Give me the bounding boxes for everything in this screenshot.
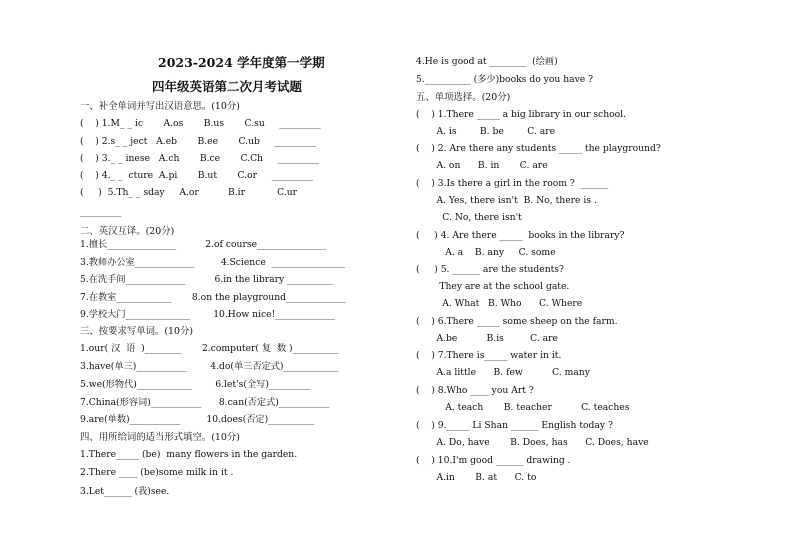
q1-5-answer: _________ [80,206,122,217]
q5-8-options: A. teach B. teacher C. teaches [416,402,630,413]
q4-2: 2.There ____ (be)some milk in it . [80,467,234,478]
q5-3: ( ) 3.Is there a girl in the room ? ______ [416,178,609,189]
q5-6-options: A.be B.is C. are [416,333,558,344]
section-5-heading: 五、单项选择。(20分) [416,92,511,103]
q1-1: ( ) 1.M_ _ ic A.os B.us C.su _________ [80,118,321,129]
q1-3: ( ) 3._ _ inese A.ch B.ce C.Ch _________ [80,153,320,164]
section-4-heading: 四、用所给词的适当形式填空。(10分) [80,432,240,443]
q5-8: ( ) 8.Who ____ you Art ? [416,385,534,396]
q4-4: 4.He is good at ________ (绘画) [416,56,558,67]
q5-1-options: A. is B. be C. are [416,126,556,137]
page-title-year: 2023-2024 学年度第一学期 [158,55,325,70]
q1-4: ( ) 4._ _ cture A.pi B.ut C.or _________ [80,170,313,181]
q5-3-options-a: A. Yes, there isn't B. No, there is . [416,195,597,206]
q5-10: ( ) 10.I'm good ______ drawing . [416,455,571,466]
q5-4: ( ) 4. Are there _____ books in the library? [416,230,625,241]
q5-3-options-b: C. No, there isn't [416,212,522,223]
q2-1: 1.擅长_______________ 2.of course_______________ [80,239,326,250]
q2-3: 5.在洗手间_____________ 6.in the library __________ [80,274,334,285]
q3-4: 7.China(形容词)___________ 8.can(否定式)___________ [80,397,330,408]
q5-10-options: A.in B. at C. to [416,472,537,483]
q1-2: ( ) 2.s_ _ ject A.eb B.ee C.ub _________ [80,136,316,147]
page-title-exam: 四年级英语第二次月考试题 [152,79,303,94]
q5-5: ( ) 5. ______ are the students? [416,264,564,275]
q4-1: 1.There_____ (be) many flowers in the garden. [80,449,298,460]
q5-2-options: A. on B. in C. are [416,160,548,171]
q5-7: ( ) 7.There is_____ water in it. [416,350,562,361]
section-2-heading: 二、英汉互译。(20分) [80,226,175,237]
q5-2: ( ) 2. Are there any students _____ the playground? [416,143,661,154]
q5-9-options: A. Do, have B. Does, has C. Does, have [416,437,649,448]
section-3-heading: 三、按要求写单词。(10分) [80,326,193,337]
q2-4: 7.在教室____________ 8.on the playground_____________ [80,292,346,303]
q5-5-context: They are at the school gate. [416,281,570,292]
q3-3: 5.we(形物代)____________ 6.let's(全写)_________ [80,379,311,390]
q3-1: 1.our( 汉 语 )________ 2.computer( 复 数 )__________ [80,343,339,354]
q5-6: ( ) 6.There _____ some sheep on the farm. [416,316,618,327]
q3-2: 3.have(单三)___________ 4.do(单三否定式)____________ [80,361,339,372]
q5-7-options: A.a little B. few C. many [416,367,590,378]
q5-4-options: A. a B. any C. some [416,247,556,258]
q5-5-options: A. What B. Who C. Where [416,298,583,309]
q5-1: ( ) 1.There _____ a big library in our school. [416,109,627,120]
q4-3: 3.Let______ (我)see. [80,486,170,497]
q2-5: 9.学校大门______________ 10.How nice!_____________ [80,309,335,320]
q1-5: ( ) 5.Th_ _ sday A.or B.ir C.ur [80,187,298,198]
section-1-heading: 一、补全单词并写出汉语意思。(10分) [80,101,240,112]
q3-5: 9.are(单数)___________ 10.does(否定)__________ [80,414,315,425]
q4-5: 5.__________ (多少)books do you have ? [416,74,594,85]
q2-2: 3.教师办公室_____________ 4.Science ________________ [80,257,346,268]
q5-9: ( ) 9._____ Li Shan ______ English today ? [416,420,613,431]
